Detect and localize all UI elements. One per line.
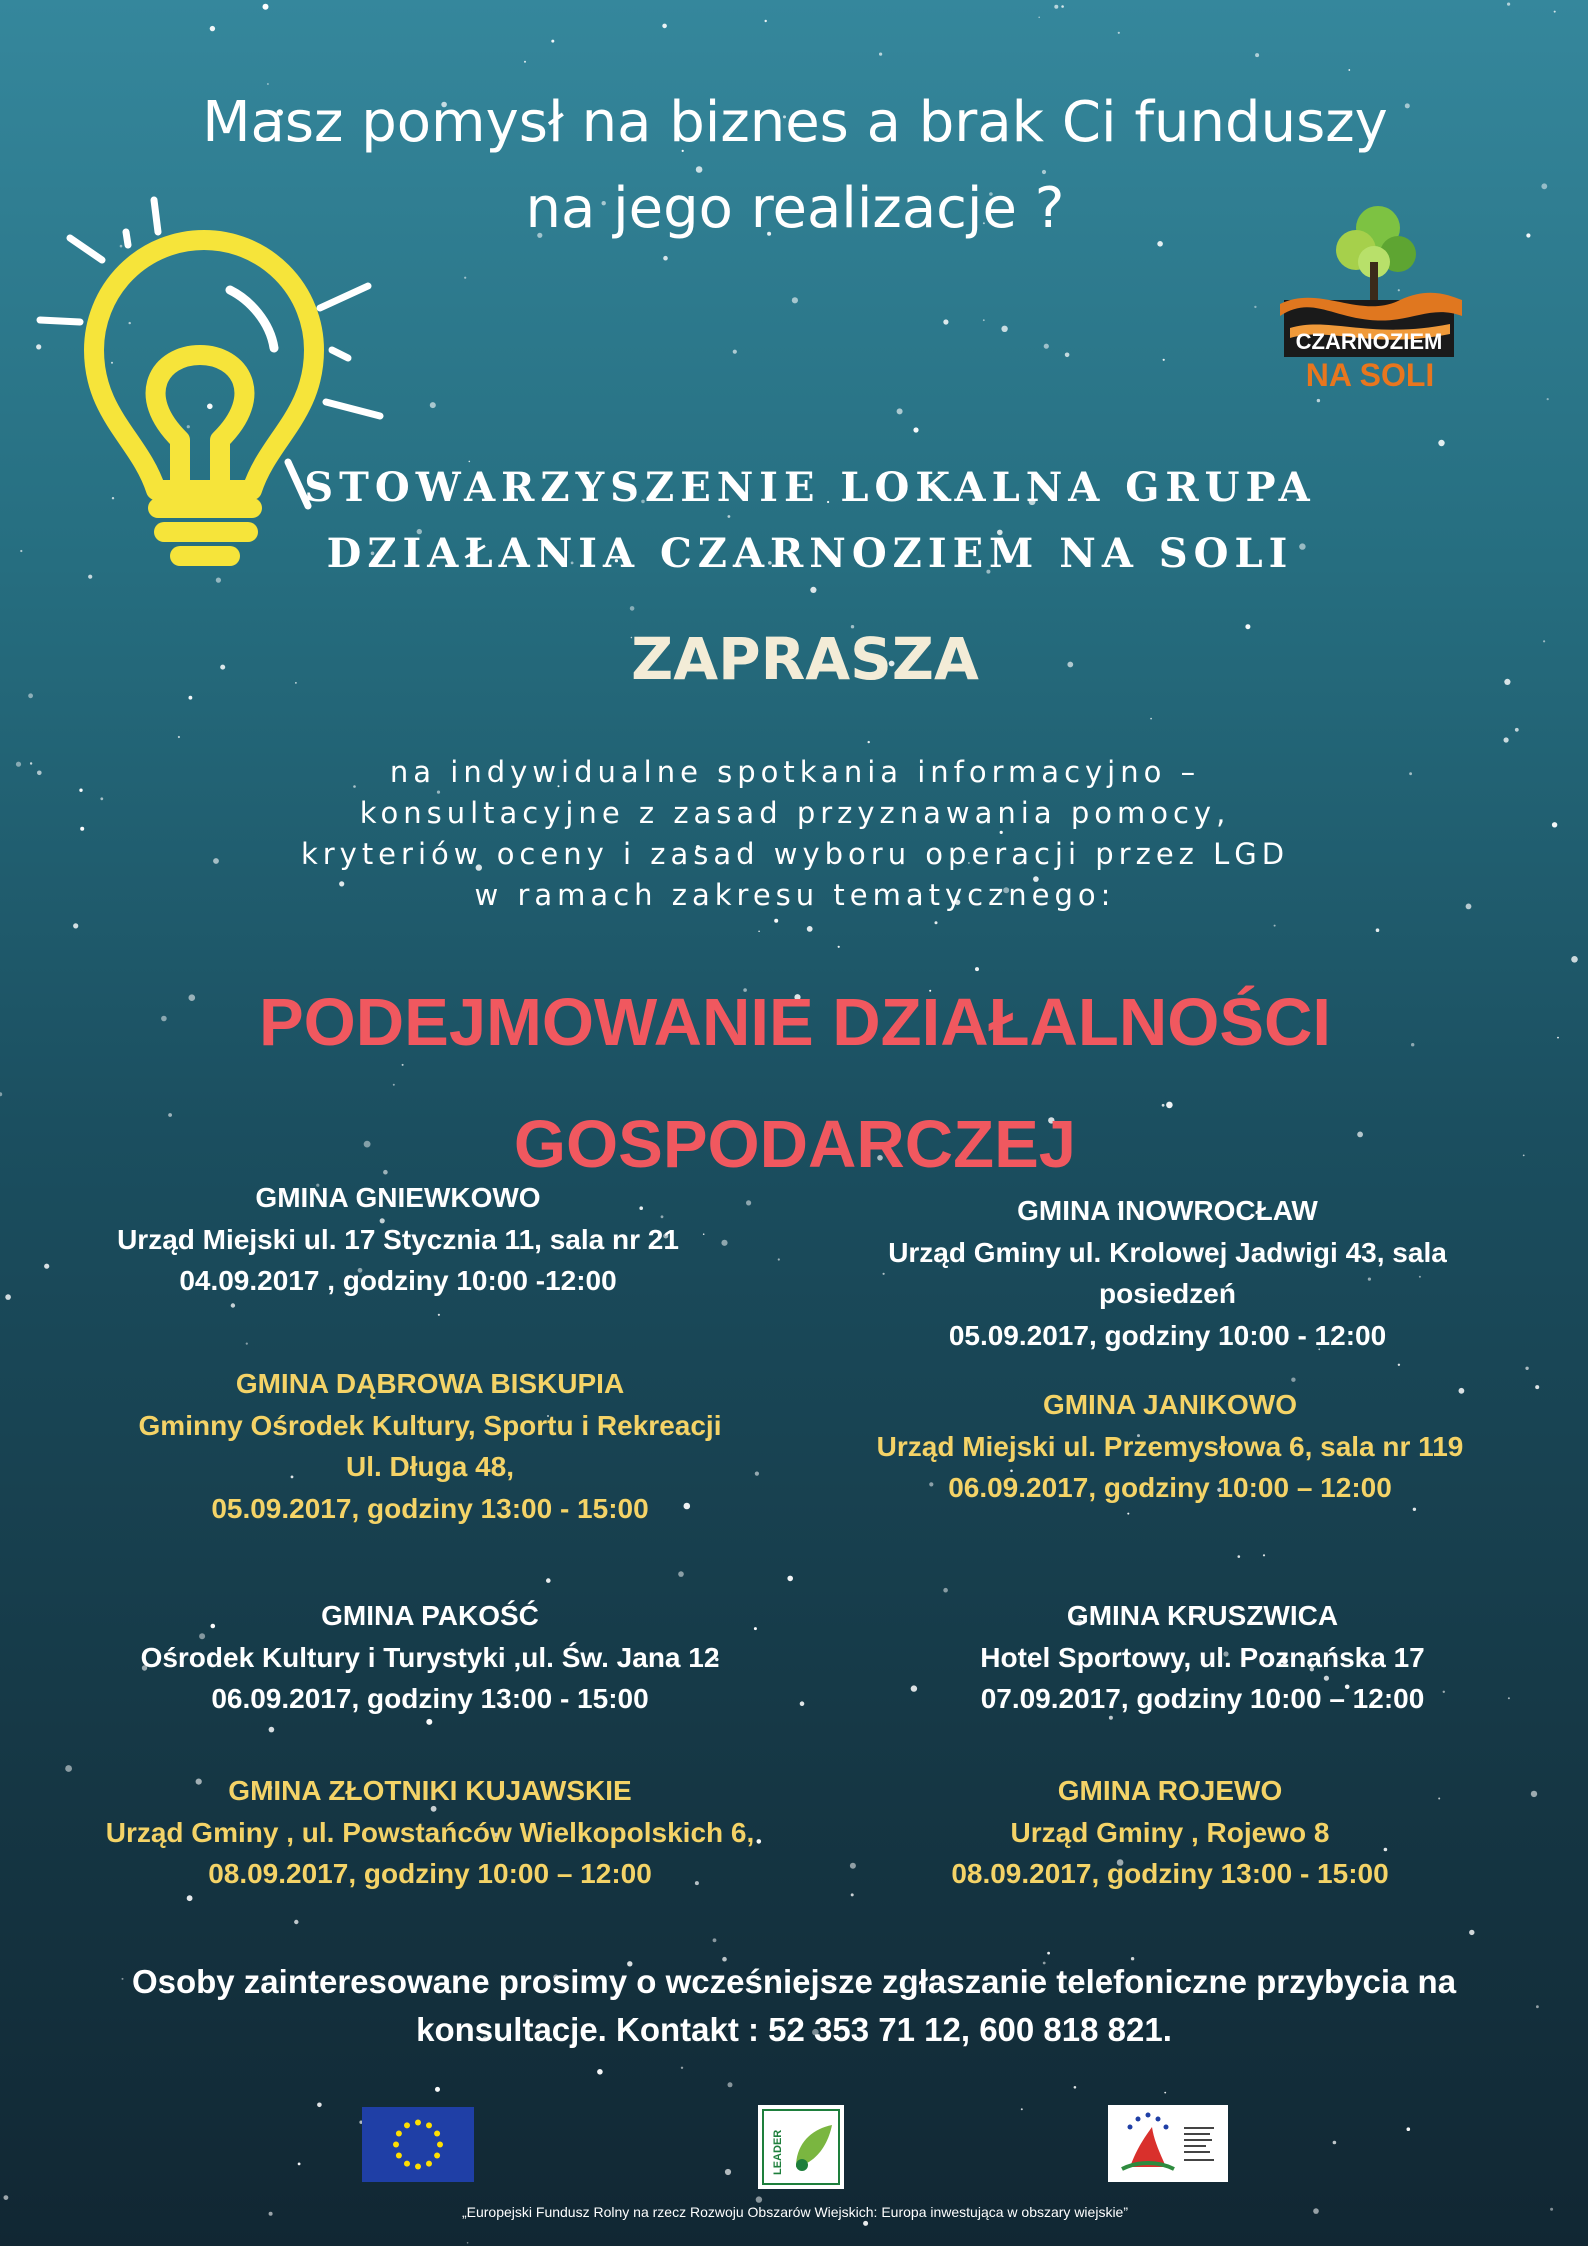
star-dot	[756, 2196, 762, 2202]
star-dot	[1523, 1155, 1525, 1157]
venue-place: Ośrodek Kultury i Turystyki ,ul. Św. Jana 12	[140, 1641, 720, 1673]
eu-star	[434, 2131, 440, 2137]
eu-star	[434, 2153, 440, 2159]
venue-date: 06.09.2017, godziny 13:00 - 15:00	[211, 1683, 649, 1714]
star-dot	[220, 665, 225, 670]
venue-name: GMINA ZŁOTNIKI KUJAWSKIE	[228, 1775, 632, 1806]
star-dot	[1438, 440, 1444, 446]
star-dot	[838, 946, 840, 948]
star-dot	[438, 1314, 440, 1316]
venue-place: Urząd Gminy ul. Krolowej Jadwigi 43, sala posiedzeń	[888, 1236, 1447, 1309]
eu-star	[404, 2122, 410, 2128]
star-dot	[1054, 5, 1058, 9]
eu-star	[426, 2122, 432, 2128]
venue-inowroclaw	[855, 1190, 1480, 1356]
venue-name: GMINA GNIEWKOWO	[255, 1182, 541, 1213]
star-dot	[678, 1571, 684, 1577]
venue-place: Urząd Gminy , Rojewo 8	[1010, 1816, 1330, 1848]
star-dot	[1504, 737, 1509, 742]
star-dot	[1263, 1554, 1265, 1556]
star-dot	[1074, 2086, 1077, 2089]
star-dot	[1254, 306, 1256, 308]
star-dot	[1507, 3, 1510, 6]
star-dot	[810, 587, 816, 593]
star-dot	[426, 1719, 432, 1725]
eu-star	[426, 2161, 432, 2167]
bulb-ray	[332, 350, 348, 358]
star-dot	[1557, 1037, 1559, 1039]
star-dot	[943, 319, 948, 324]
venue-janikowo	[840, 1384, 1500, 1509]
eu-star	[404, 2161, 410, 2167]
star-dot	[1535, 1385, 1539, 1389]
star-dot	[246, 1343, 248, 1345]
star-dot	[1504, 679, 1510, 685]
venue-date: 08.09.2017, godziny 10:00 – 12:00	[208, 1858, 652, 1889]
venue-place: Gminny Ośrodek Kultury, Sportu i Rekreacji	[138, 1409, 722, 1441]
star-dot	[1466, 904, 1472, 910]
leader-leaf-icon	[788, 2119, 836, 2175]
headline-line-2: na jego realizacje ?	[525, 176, 1065, 241]
star-dot	[1333, 2141, 1337, 2145]
star-dot	[80, 827, 84, 831]
star-dot	[1552, 822, 1557, 827]
star-dot	[435, 2087, 440, 2092]
organization-name	[270, 455, 1350, 587]
prow-emblem-icon	[1108, 2105, 1228, 2182]
venue-place: Urząd Miejski ul. Przemysłowa 6, sala nr 119	[876, 1430, 1464, 1462]
star-dot	[231, 1303, 235, 1307]
venue-pakosc	[80, 1595, 780, 1720]
bulb-ray	[320, 286, 368, 308]
venue-date: 06.09.2017, godziny 10:00 – 12:00	[948, 1472, 1392, 1503]
star-dot	[1348, 69, 1350, 71]
star-dot	[1469, 1930, 1474, 1935]
intro-line-4: w ramach zakresu tematycznego:	[474, 878, 1116, 912]
bulb-ray	[40, 320, 80, 322]
logo-text-czarnoziem: CZARNOZIEM	[1284, 327, 1454, 357]
contact-info	[40, 1958, 1548, 2054]
star-dot	[464, 277, 466, 279]
star-dot	[5, 1294, 11, 1300]
star-dot	[765, 20, 767, 22]
star-dot	[1543, 640, 1545, 642]
star-dot	[1398, 1364, 1400, 1366]
venue-date: 04.09.2017 , godziny 10:00 -12:00	[179, 1265, 617, 1296]
star-dot	[1407, 2127, 1411, 2131]
star-dot	[298, 2163, 301, 2166]
star-dot	[263, 4, 269, 10]
star-dot	[1047, 1952, 1050, 1955]
star-dot	[1376, 928, 1380, 932]
star-dot	[597, 2069, 603, 2075]
star-dot	[1531, 1791, 1537, 1797]
star-dot	[73, 923, 78, 928]
intro-text	[170, 752, 1420, 916]
topic-line-1: PODEJMOWANIE DZIAŁALNOŚCI	[258, 985, 1332, 1060]
star-dot	[430, 402, 436, 408]
star-dot	[4, 2195, 9, 2200]
star-dot	[16, 762, 21, 767]
star-dot	[1238, 1555, 1241, 1558]
star-dot	[269, 1727, 275, 1733]
star-dot	[850, 1863, 856, 1869]
organization-line-1: STOWARZYSZENIE LOKALNA GRUPA	[304, 464, 1316, 511]
venue-name: GMINA JANIKOWO	[1042, 1389, 1298, 1420]
venue-name: GMINA KRUSZWICA	[1066, 1600, 1339, 1631]
star-dot	[943, 1588, 948, 1593]
star-dot	[1541, 183, 1547, 189]
star-dot	[37, 771, 42, 776]
star-dot	[725, 2169, 731, 2175]
star-dot	[1163, 359, 1165, 361]
venue-gniewkowo	[60, 1177, 736, 1302]
star-dot	[1021, 2108, 1023, 2110]
star-dot	[1065, 353, 1070, 358]
venue-place: Urząd Gminy , ul. Powstańców Wielkopolskich 6,	[105, 1816, 755, 1848]
star-dot	[935, 921, 938, 924]
bulb-ray	[326, 402, 380, 416]
star-dot	[897, 408, 903, 414]
star-dot	[1547, 398, 1549, 400]
star-dot	[733, 350, 737, 354]
bulb-ray	[154, 200, 158, 232]
star-dot	[1245, 624, 1250, 629]
star-dot	[663, 256, 668, 261]
invite-heading: ZAPRASZA	[631, 625, 979, 693]
prow-program-logo	[1108, 2105, 1228, 2182]
bulb-ray	[126, 232, 128, 245]
czarnoziem-logo	[1270, 200, 1470, 420]
star-dot	[1164, 2092, 1166, 2094]
star-dot	[1550, 2208, 1553, 2211]
star-dot	[467, 2242, 469, 2244]
venue-dabrowa-biskupia	[80, 1363, 780, 1529]
star-dot	[778, 1258, 780, 1260]
star-dot	[178, 736, 180, 738]
bulb-ray	[70, 238, 102, 260]
star-dot	[1291, 1378, 1295, 1382]
star-dot	[294, 1920, 298, 1924]
intro-line-3: kryteriów oceny i zasad wyboru operacji przez LGD	[300, 837, 1290, 871]
contact-line-2: konsultacje. Kontakt : 52 353 71 12, 600 818 821.	[416, 2011, 1172, 2048]
star-dot	[792, 297, 798, 303]
eu-star	[396, 2131, 402, 2137]
leader-logo	[758, 2105, 844, 2189]
venue-zlotniki-kujawskie	[60, 1770, 800, 1895]
eu-star	[396, 2153, 402, 2159]
venue-address: Ul. Długa 48,	[345, 1451, 515, 1482]
star-dot	[913, 427, 918, 432]
venue-name: GMINA INOWROCŁAW	[1017, 1195, 1318, 1226]
star-dot	[774, 919, 778, 923]
star-dot	[187, 1895, 193, 1901]
star-dot	[787, 1576, 793, 1582]
star-dot	[1150, 718, 1152, 720]
star-dot	[546, 1578, 551, 1583]
venue-place: Urząd Miejski ul. 17 Stycznia 11, sala nr 21	[117, 1223, 679, 1255]
star-dot	[317, 2103, 322, 2108]
eu-star	[415, 2164, 421, 2170]
star-dot	[662, 24, 667, 29]
star-dot	[1118, 32, 1120, 34]
star-dot	[1001, 326, 1007, 332]
venue-date: 08.09.2017, godziny 13:00 - 15:00	[951, 1858, 1389, 1889]
star-dot	[295, 682, 297, 684]
topic-title	[80, 962, 1510, 1206]
star-dot	[681, 2067, 683, 2069]
eu-star	[437, 2142, 443, 2148]
star-dot	[1061, 5, 1064, 8]
intro-line-2: konsultacyjne z zasad przyznawania pomocy,	[359, 796, 1231, 830]
logo-text-na-soli: NA SOLI	[1305, 357, 1435, 393]
eu-flag-logo	[362, 2107, 474, 2182]
star-dot	[551, 40, 554, 43]
star-dot	[758, 931, 760, 933]
star-dot	[79, 789, 82, 792]
star-dot	[879, 53, 882, 56]
venue-date: 05.09.2017, godziny 13:00 - 15:00	[211, 1492, 649, 1524]
venue-name: GMINA DĄBROWA BISKUPIA	[235, 1368, 625, 1399]
star-dot	[713, 1938, 717, 1942]
venue-name: GMINA ROJEWO	[1057, 1775, 1283, 1806]
star-dot	[1127, 1513, 1129, 1515]
star-dot	[1526, 233, 1530, 237]
star-dot	[1515, 728, 1519, 732]
star-dot	[189, 696, 193, 700]
star-dot	[1525, 1367, 1528, 1370]
leader-logo-text: LEADER	[772, 2129, 784, 2175]
venue-rojewo	[870, 1770, 1470, 1895]
venue-date: 05.09.2017, godziny 10:00 - 12:00	[948, 1319, 1387, 1351]
star-dot	[1044, 344, 1049, 349]
eu-star	[393, 2142, 399, 2148]
venue-date: 07.09.2017, godziny 10:00 – 12:00	[980, 1683, 1425, 1714]
star-dot	[1274, 925, 1276, 927]
star-dot	[210, 26, 215, 31]
star-dot	[28, 693, 33, 698]
contact-line-1: Osoby zainteresowane prosimy o wcześniejsze zgłaszanie telefoniczne przybycia na	[131, 1963, 1457, 2000]
star-dot	[1554, 11, 1556, 13]
star-dot	[983, 319, 985, 321]
venue-name: GMINA PAKOŚĆ	[321, 1600, 539, 1631]
star-dot	[1571, 956, 1578, 963]
headline-line-1: Masz pomysł na biznes a brak Ci funduszy	[202, 90, 1388, 155]
bulb-filament	[156, 355, 245, 490]
intro-line-1: na indywidualne spotkania informacyjno –	[389, 755, 1201, 789]
star-dot	[30, 762, 32, 764]
star-dot	[868, 741, 870, 743]
venue-kruszwica	[880, 1595, 1525, 1720]
star-dot	[1255, 53, 1259, 57]
star-dot	[20, 550, 22, 552]
footer-note: „Europejski Fundusz Rolny na rzecz Rozwoju Obszarów Wiejskich: Europa inwestująca w obszary wiejskie”	[461, 2204, 1129, 2220]
star-dot	[1038, 17, 1040, 19]
star-dot	[100, 797, 103, 800]
star-dot	[807, 926, 813, 932]
star-dot	[800, 1701, 805, 1706]
topic-line-2: GOSPODARCZEJ	[513, 1107, 1077, 1182]
star-dot	[851, 1893, 854, 1896]
star-dot	[44, 1264, 49, 1269]
star-dot	[863, 2221, 868, 2226]
star-dot	[524, 61, 526, 63]
star-dot	[0, 1092, 2, 1096]
venue-place: Hotel Sportowy, ul. Poznańska 17	[980, 1641, 1425, 1673]
organization-line-2: DZIAŁANIA CZARNOZIEM NA SOLI	[326, 530, 1294, 577]
eu-star	[415, 2120, 421, 2126]
bulb-shine	[230, 290, 274, 348]
star-dot	[728, 2082, 733, 2087]
star-dot	[630, 606, 635, 611]
